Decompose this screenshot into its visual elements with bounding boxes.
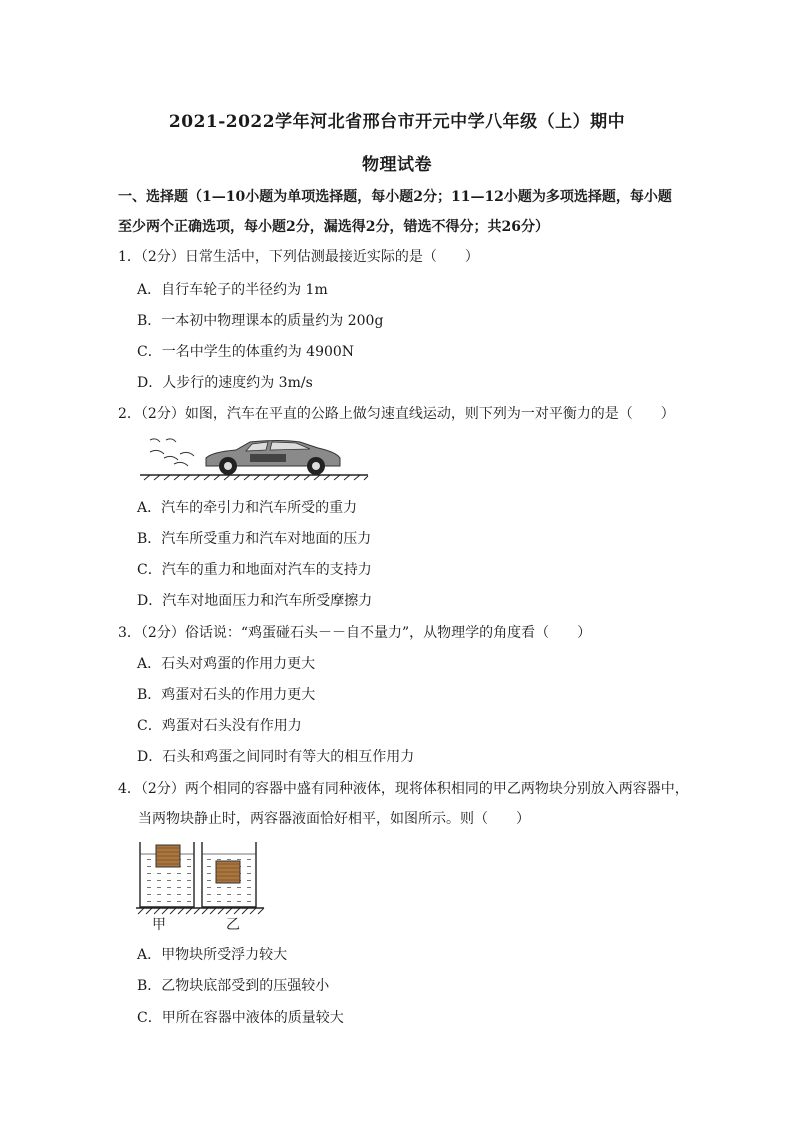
question-2-option-c: C．汽车的重力和地面对汽车的支持力 [137,562,372,578]
exam-title-line2: 物理试卷 [362,155,432,175]
car-figure [140,436,370,481]
question-3-option-c: C．鸡蛋对石头没有作用力 [137,718,302,734]
question-1-stem: 1．（2分）日常生活中，下列估测最接近实际的是（ ） [118,249,479,265]
question-1-option-b: B．一本初中物理课本的质量约为 200g [137,313,384,329]
question-3-option-b: B．鸡蛋对石头的作用力更大 [137,687,316,703]
question-1-option-c: C．一名中学生的体重约为 4900N [137,344,355,360]
question-1-option-d: D．人步行的速度约为 3m/s [137,375,313,391]
section-heading-line1: 一、选择题（1—10小题为单项选择题，每小题2分；11—12小题为多项选择题，每小题 [118,189,672,205]
car-illustration [140,436,370,481]
question-4-option-c: C．甲所在容器中液体的质量较大 [137,1010,344,1026]
question-2-option-a: A．汽车的牵引力和汽车所受的重力 [137,500,358,516]
question-3-stem: 3．（2分）俗话说：“鸡蛋碰石头－－自不量力”，从物理学的角度看（ ） [118,625,592,641]
question-2-option-d: D．汽车对地面压力和汽车所受摩擦力 [137,593,373,609]
question-3-option-a: A．石头对鸡蛋的作用力更大 [137,656,316,672]
question-3-option-d: D．石头和鸡蛋之间同时有等大的相互作用力 [137,749,415,765]
containers-figure [136,842,266,918]
container-label-jia: 甲 [152,917,166,933]
container-label-yi: 乙 [226,917,240,933]
section-heading [118,182,698,242]
question-2-option-b: B．汽车所受重力和汽车对地面的压力 [137,531,372,547]
question-4-option-a: A．甲物块所受浮力较大 [137,947,288,963]
question-4-stem-continued: 当两物块静止时，两容器液面恰好相平，如图所示。则（ ） [138,811,530,827]
question-1-option-a: A．自行车轮子的半径约为 1m [137,282,328,298]
question-4-option-b: B．乙物块底部受到的压强较小 [137,978,330,994]
containers-illustration [136,842,266,918]
exam-title-line1: 2021-2022学年河北省邢台市开元中学八年级（上）期中 [168,112,626,132]
section-heading-line2: 至少两个正确选项，每小题2分，漏选得2分，错选不得分；共26分） [118,219,549,235]
question-2-stem: 2．（2分）如图，汽车在平直的公路上做匀速直线运动，则下列为一对平衡力的是（ ） [118,406,675,422]
question-4-stem: 4．（2分）两个相同的容器中盛有同种液体，现将体积相同的甲乙两物块分别放入两容器中， [118,781,689,797]
